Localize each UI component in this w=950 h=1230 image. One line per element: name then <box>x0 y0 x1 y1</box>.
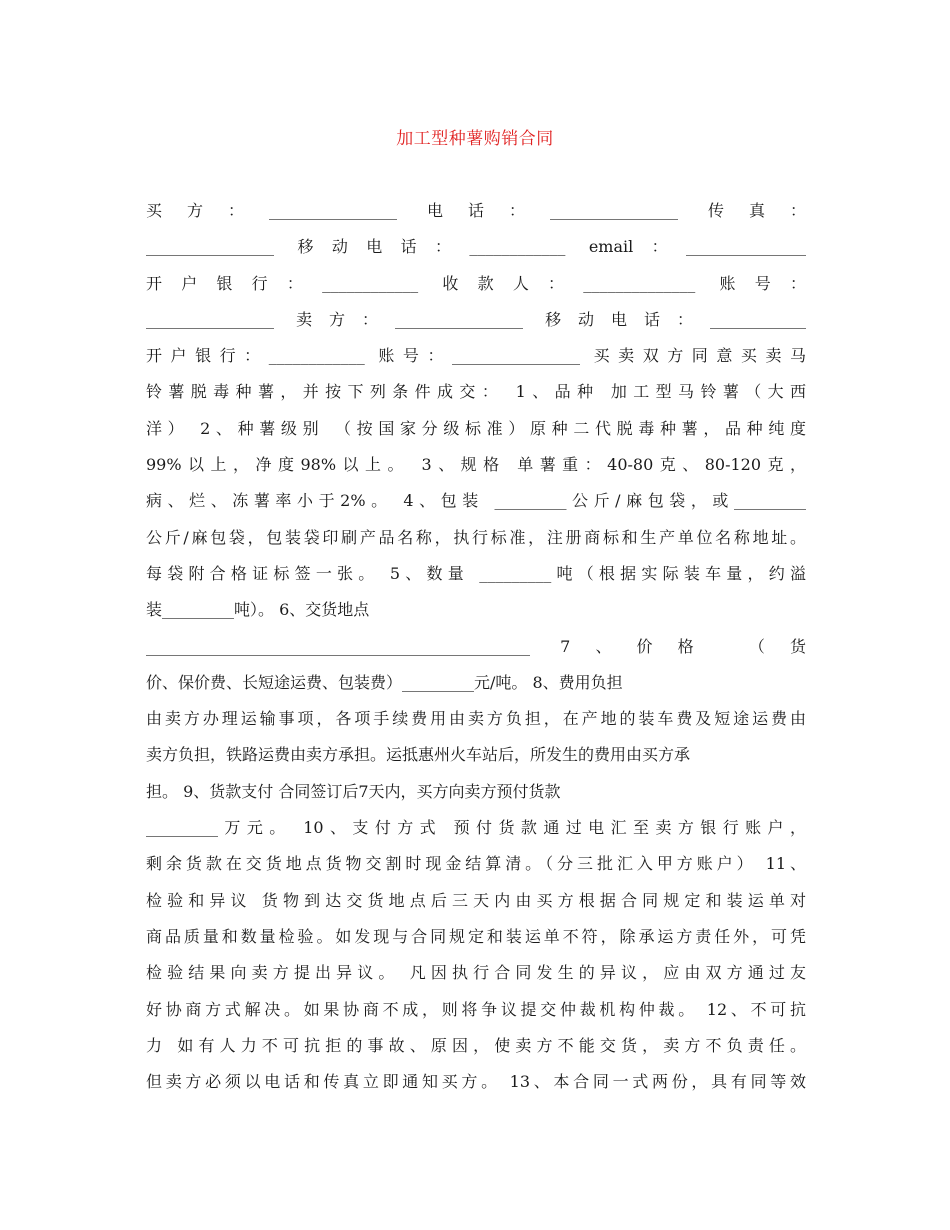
document-title: 加工型种薯购销合同 <box>396 129 554 149</box>
contract-line: 检验结果向卖方提出异议。 凡因执行合同发生的异议，应由双方通过友 <box>146 963 806 983</box>
contract-line: 检验和异议 货物到达交货地点后三天内由买方根据合同规定和装运单对 <box>146 890 806 910</box>
contract-line: 由卖方办理运输事项，各项手续费用由卖方负担，在产地的装车费及短途运费由 <box>146 709 806 729</box>
contract-line: ________________________________________________ 7、价格 （货 <box>146 636 806 656</box>
contract-line: 洋） 2、种薯级别 （按国家分级标准）原种二代脱毒种薯，品种纯度 <box>146 418 806 438</box>
contract-line: 公斤/麻包袋，包装袋印刷产品名称，执行标准，注册商标和生产单位名称地址。 <box>146 527 806 547</box>
contract-line: ________________ 移动电话：____________ email：_______________ <box>146 237 806 257</box>
contract-line: ________________ 卖方：________________ 移动电话：____________ <box>146 309 806 329</box>
contract-line: 每袋附合格证标签一张。 5、数量 _________吨（根据实际装车量，约溢 <box>146 563 806 583</box>
contract-line: 开户银行：____________ 收款人：______________ 账号： <box>146 273 806 293</box>
contract-line: 价、保价费、长短途运费、包装费）_________元/吨。 8、费用负担 <box>146 672 623 692</box>
contract-line: 剩余货款在交货地点货物交割时现金结算清。（分三批汇入甲方账户） 11、 <box>146 854 806 874</box>
contract-line: 好协商方式解决。如果协商不成，则将争议提交仲裁机构仲裁。 12、不可抗 <box>146 999 806 1019</box>
contract-line: 卖方负担，铁路运费由卖方承担。运抵惠州火车站后，所发生的费用由买方承 <box>146 745 691 765</box>
contract-line: 病、烂、冻薯率小于2%。 4、包装 _________公斤/麻包袋，或_________ <box>146 491 806 511</box>
contract-line: 担。 9、货款支付 合同签订后7天内，买方向卖方预付货款 <box>146 781 561 801</box>
contract-body <box>146 193 806 1100</box>
contract-line: 铃薯脱毒种薯，并按下列条件成交： 1、品种 加工型马铃薯（大西 <box>146 382 806 402</box>
contract-line: 但卖方必须以电话和传真立即通知买方。 13、本合同一式两份，具有同等效 <box>146 1072 806 1092</box>
contract-line: 装_________吨）。 6、交货地点 <box>146 600 370 620</box>
contract-line: 买方：________________ 电话：________________ 传真： <box>146 201 806 220</box>
contract-line: _________万元。 10、支付方式 预付货款通过电汇至卖方银行账户， <box>146 818 806 838</box>
contract-line: 开户银行：____________ 账号：________________ 买卖双方同意买卖马 <box>146 346 806 366</box>
contract-line: 商品质量和数量检验。如发现与合同规定和装运单不符，除承运方责任外，可凭 <box>146 926 806 946</box>
contract-line: 99%以上，净度98%以上。 3、规格 单薯重：40-80克、80-120克， <box>146 455 806 475</box>
contract-line: 力 如有人力不可抗拒的事故、原因，使卖方不能交货，卖方不负责任。 <box>146 1035 806 1055</box>
